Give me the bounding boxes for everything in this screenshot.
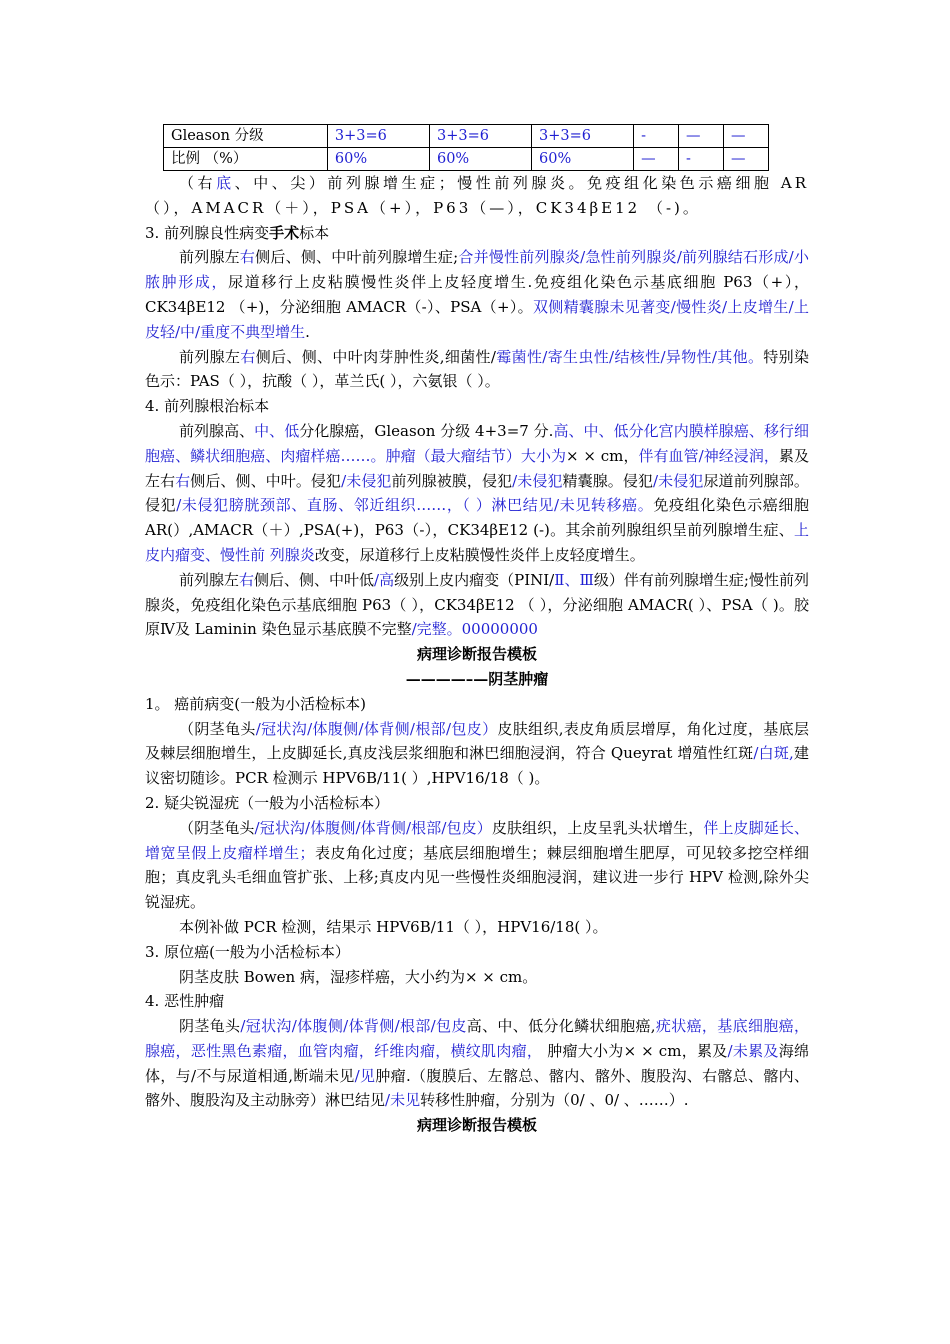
document-page bbox=[145, 124, 809, 1138]
table-cell: — bbox=[679, 125, 724, 148]
section-heading: 3. 原位癌(一般为小活检标本） bbox=[145, 942, 350, 961]
row-label: Gleason 分级 bbox=[164, 125, 328, 148]
table-cell: 3+3=6 bbox=[327, 125, 429, 148]
template-title: 病理诊断报告模板 bbox=[416, 1116, 537, 1135]
section-heading: 1。 癌前病变(一般为小活检标本) bbox=[145, 694, 367, 713]
table-cell: — bbox=[723, 125, 768, 148]
table-cell: 60% bbox=[532, 148, 634, 171]
table-cell: 60% bbox=[429, 148, 531, 171]
paragraph: （阴茎龟头/冠状沟/体腹侧/体背侧/根部/包皮）皮肤组织,表皮角质层增厚，角化过度，基底层及棘层细胞增生，上皮脚延长,真皮浅层浆细胞和淋巴细胞浸润，符合 Queyrat 增殖性红斑/白斑,建议密切随诊。PCR 检测示 HPV6B/11( ）,HPV16/18（ )。 bbox=[145, 719, 809, 788]
paragraph: 前列腺左右侧后、侧、中叶前列腺增生症;合并慢性前列腺炎/急性前列腺炎/前列腺结石形成/小脓肿形成，尿道移行上皮粘膜慢性炎伴上皮轻度增生.免疫组化染色示基底细胞 P63（+），CK34βE12 （+)，分泌细胞 AMACR（-）、PSA（+）。双侧精囊腺未见著变/慢性炎/上皮增生/上皮轻/中/重度不典型增生. bbox=[145, 248, 809, 341]
section-heading: 4. 恶性肿瘤 bbox=[145, 992, 225, 1011]
paragraph: 前列腺高、中、低分化腺癌，Gleason 分级 4+3=7 分.高、中、低分化宫内膜样腺癌、移行细胞癌、鳞状细胞癌、肉瘤样癌……。肿瘤（最大瘤结节）大小为× × cm，伴有血管/神经浸润，累及左右右侧后、侧、中叶。侵犯/未侵犯前列腺被膜，侵犯/未侵犯精囊腺。侵犯/未侵犯尿道前列腺部。侵犯/未侵犯膀胱颈部、直肠、邻近组织……，（ ）淋巴结见/未见转移癌。免疫组化染色示癌细胞 AR(）,AMACR（＋）,PSA(+)，P63（-），CK34βE12 (-)。其余前列腺组织呈前列腺增生症、上皮内瘤变、慢性前 列腺炎改变，尿道移行上皮粘膜慢性炎伴上皮轻度增生。 bbox=[145, 421, 809, 564]
paragraph: 前列腺左右侧后、侧、中叶肉芽肿性炎,细菌性/霉菌性/寄生虫性/结核性/异物性/其他。特别染色示：PAS（ ），抗酸（ ），革兰氏( ），六氨银（ ）。 bbox=[145, 347, 809, 391]
paragraph: 本例补做 PCR 检测，结果示 HPV6B/11（ ），HPV16/18( ）。 bbox=[179, 917, 608, 936]
paragraph: （阴茎龟头/冠状沟/体腹侧/体背侧/根部/包皮）皮肤组织，上皮呈乳头状增生，伴上皮脚延长、增宽呈假上皮瘤样增生；表皮角化过度；基底层细胞增生；棘层细胞增生肥厚，可见较多挖空样细胞；真皮乳头毛细血管扩张、上移;真皮内见一些慢性炎细胞浸润，建议进一步行 HPV 检测,除外尖锐湿疣。 bbox=[145, 818, 809, 912]
table-cell: — bbox=[723, 148, 768, 171]
section-heading: 2. 疑尖锐湿疣（一般为小活检标本） bbox=[145, 793, 390, 812]
table-row bbox=[164, 148, 769, 171]
gleason-table bbox=[163, 124, 769, 171]
section-heading: 3. 前列腺良性病变手术标本 bbox=[145, 223, 330, 242]
table-cell: - bbox=[679, 148, 724, 171]
table-cell: 3+3=6 bbox=[429, 125, 531, 148]
prostate-summary-paragraph: （右底、中、尖）前列腺增生症；慢性前列腺炎。免疫组化染色示癌细胞 AR（），AMACR（＋），PSA（+），P63（—），CK34βE12 （-)。 bbox=[145, 174, 809, 217]
table-row bbox=[164, 125, 769, 148]
paragraph: 阴茎龟头/冠状沟/体腹侧/体背侧/根部/包皮高、中、低分化鳞状细胞癌,疣状癌，基底细胞癌，腺癌，恶性黑色素瘤，血管肉瘤，纤维肉瘤，横纹肌肉瘤， 肿瘤大小为× × cm，累及/未累及海绵体，与/不与尿道相通,断端未见/见肿瘤.（腹膜后、左髂总、髂内、髂外、腹股沟、右髂总、髂内、髂外、腹股沟及主动脉旁）淋巴结见/未见转移性肿瘤，分别为（0/ 、0/ 、……）. bbox=[145, 1017, 809, 1110]
section-heading: 4. 前列腺根治标本 bbox=[145, 397, 270, 416]
template-title: 病理诊断报告模板 bbox=[416, 645, 537, 664]
row-label: 比例 （%） bbox=[164, 148, 328, 171]
table-cell: 3+3=6 bbox=[532, 125, 634, 148]
paragraph: 阴茎皮肤 Bowen 病，湿疹样癌，大小约为× × cm。 bbox=[179, 967, 538, 986]
template-subtitle: ————–—阴茎肿瘤 bbox=[405, 669, 549, 688]
table-cell: — bbox=[634, 148, 679, 171]
paragraph: 前列腺左右侧后、侧、中叶低/高级别上皮内瘤变（PINⅠ/Ⅱ、Ⅲ级）伴有前列腺增生症;慢性前列腺炎，免疫组化染色示基底细胞 P63（ ），CK34βE12 （ ），分泌细胞 AMACR( ）、PSA（ )。胶原Ⅳ及 Laminin 染色显示基底膜不完整/完整。00000000 bbox=[145, 570, 809, 639]
table-cell: - bbox=[634, 125, 679, 148]
table-cell: 60% bbox=[327, 148, 429, 171]
